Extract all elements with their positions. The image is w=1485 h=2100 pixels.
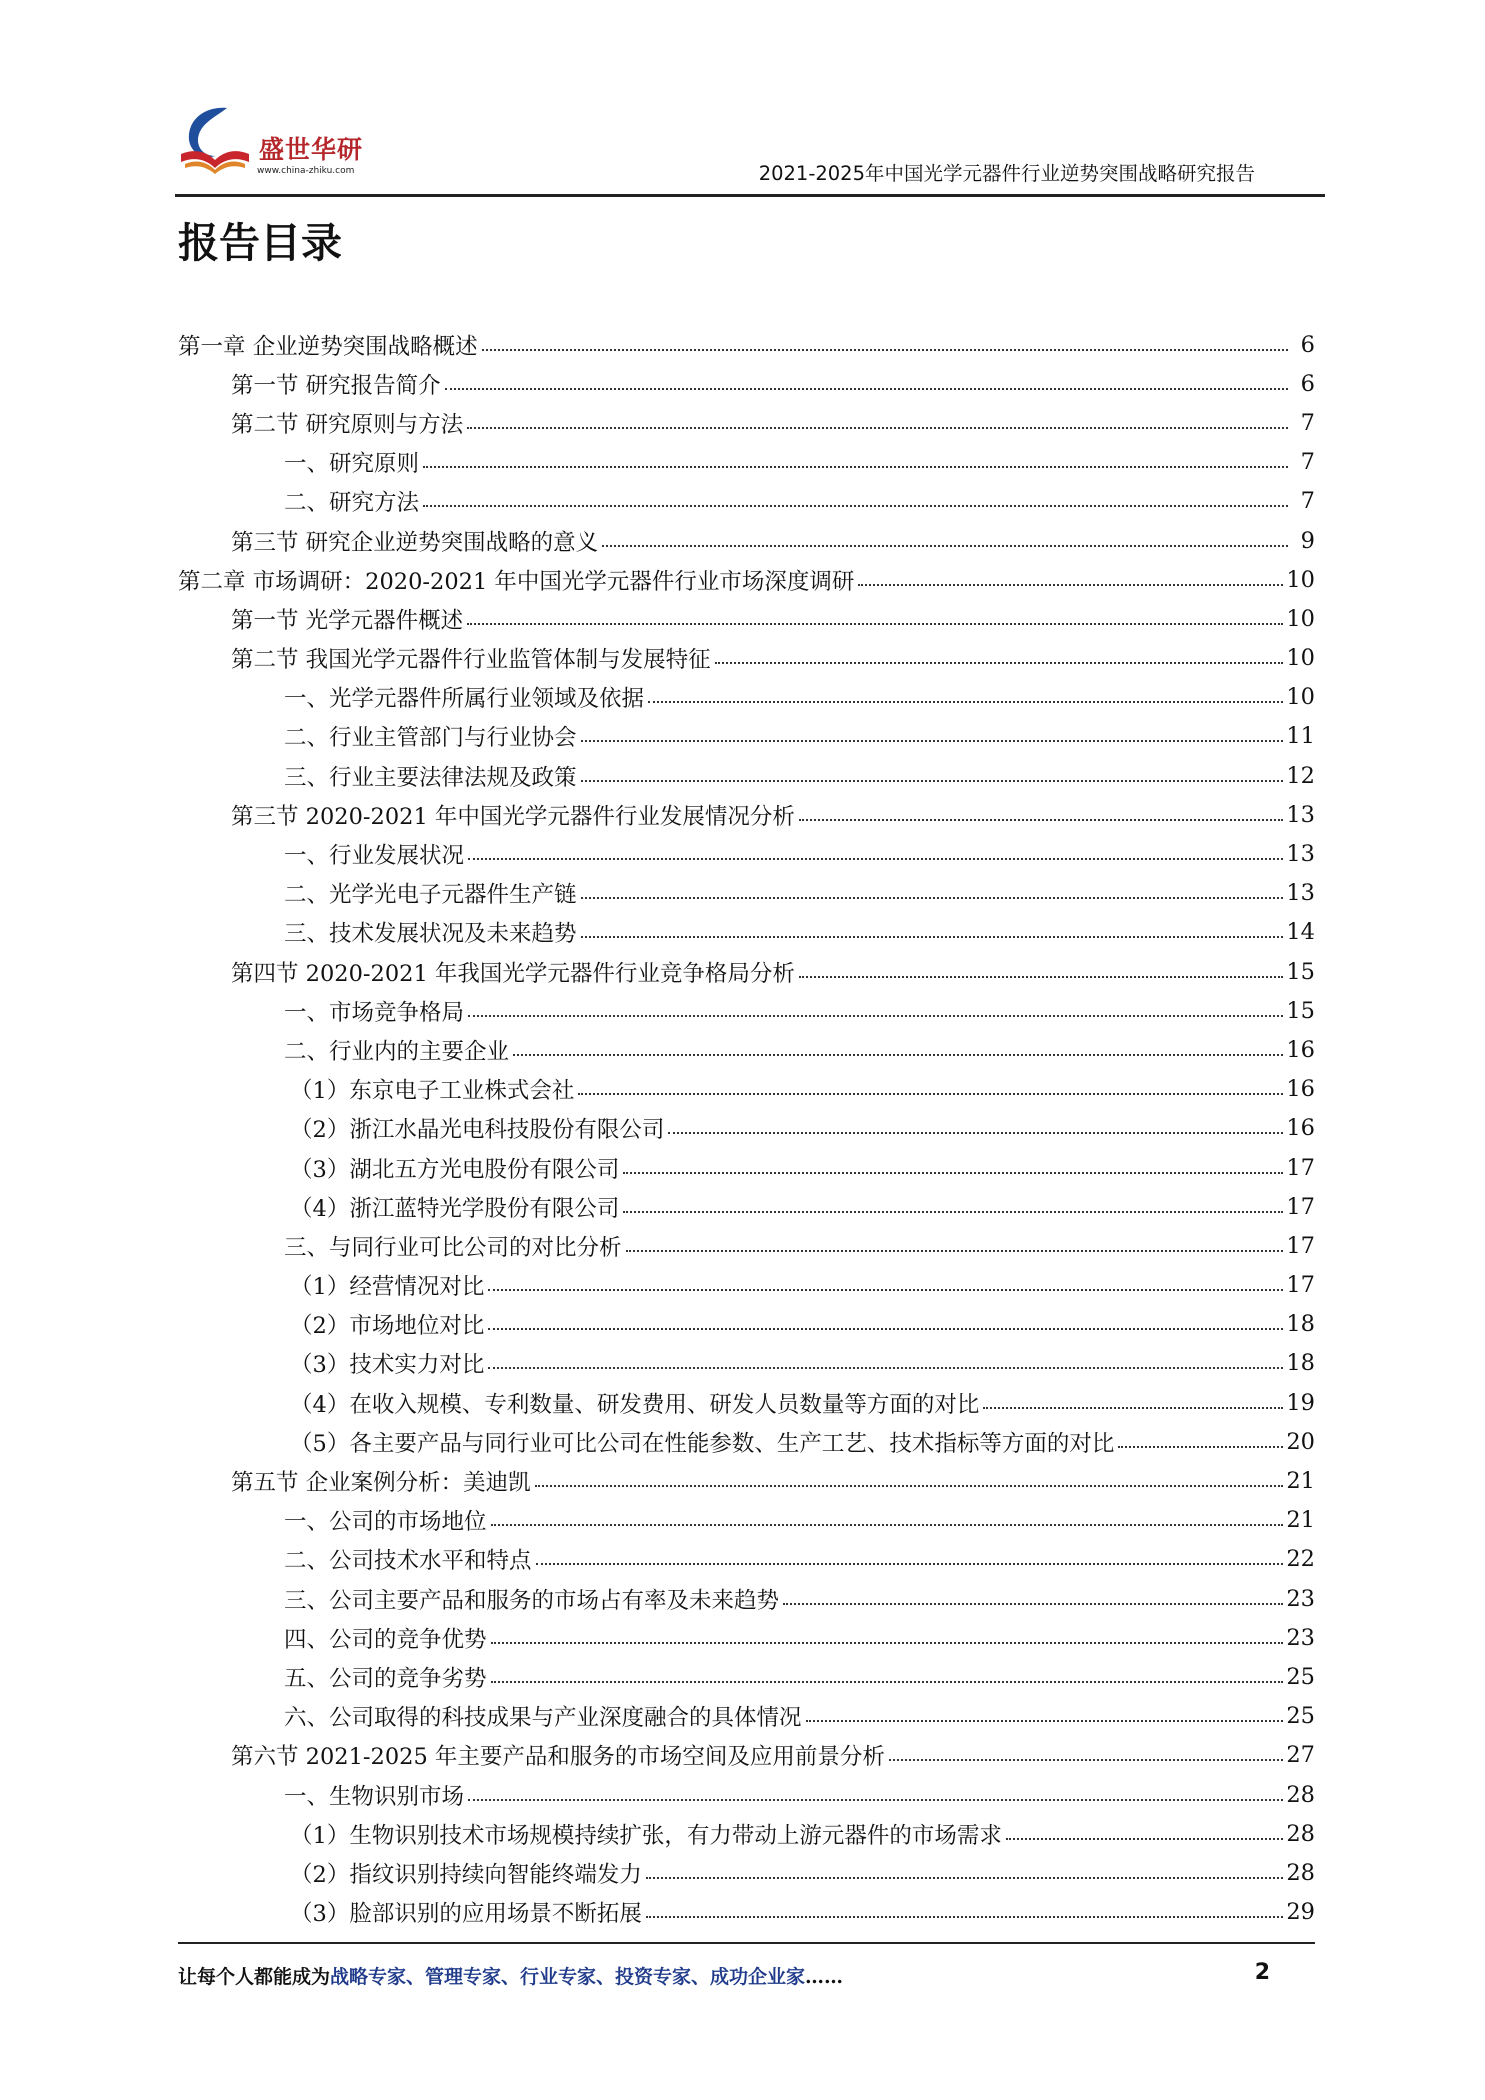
footer-slogan-suffix: …… bbox=[805, 1966, 844, 1988]
toc-leader-dots bbox=[602, 545, 1288, 547]
toc-entry-label: 第三节 2020-2021 年中国光学元器件行业发展情况分析 bbox=[231, 803, 795, 830]
toc-leader-dots bbox=[535, 1485, 1284, 1487]
toc-entry[interactable] bbox=[178, 1853, 1315, 1892]
toc-entry[interactable] bbox=[178, 560, 1315, 599]
toc-entry-label: 一、市场竞争格局 bbox=[284, 999, 465, 1026]
toc-entry[interactable] bbox=[178, 1736, 1315, 1775]
toc-entry-label: 二、行业内的主要企业 bbox=[284, 1038, 510, 1065]
toc-entry-label: 一、公司的市场地位 bbox=[284, 1509, 487, 1536]
toc-entry-label: （4）浙江蓝特光学股份有限公司 bbox=[290, 1195, 620, 1222]
toc-entry-label: 二、公司技术水平和特点 bbox=[284, 1548, 532, 1575]
toc-entry[interactable] bbox=[178, 1305, 1315, 1344]
toc-leader-dots bbox=[468, 858, 1283, 860]
toc-entry-label: 第一节 研究报告简介 bbox=[231, 372, 441, 399]
toc-entry-page: 20 bbox=[1286, 1428, 1315, 1455]
toc-entry-page: 7 bbox=[1300, 409, 1315, 436]
toc-entry-page: 6 bbox=[1300, 370, 1315, 397]
toc-entry-page: 17 bbox=[1286, 1272, 1315, 1299]
toc-entry-page: 18 bbox=[1286, 1311, 1315, 1338]
toc-entry[interactable] bbox=[178, 482, 1315, 521]
toc-entry-page: 22 bbox=[1286, 1546, 1315, 1573]
toc-entry-label: 二、研究方法 bbox=[284, 490, 420, 517]
toc-entry[interactable] bbox=[178, 1422, 1315, 1461]
toc-entry-label: （5）各主要产品与同行业可比公司在性能参数、生产工艺、技术指标等方面的对比 bbox=[290, 1430, 1115, 1457]
toc-leader-dots bbox=[578, 1093, 1283, 1095]
toc-entry-label: 第二节 研究原则与方法 bbox=[231, 411, 464, 438]
toc-entry[interactable] bbox=[178, 1814, 1315, 1853]
toc-leader-dots bbox=[581, 897, 1284, 899]
toc-entry[interactable] bbox=[178, 913, 1315, 952]
toc-entry[interactable] bbox=[178, 639, 1315, 678]
toc-entry-label: 三、行业主要法律法规及政策 bbox=[284, 764, 577, 791]
toc-entry[interactable] bbox=[178, 1148, 1315, 1187]
footer-slogan bbox=[178, 1962, 843, 1989]
report-title: 2021-2025年中国光学元器件行业逆势突围战略研究报告 bbox=[758, 162, 1255, 185]
toc-entry-label: 一、光学元器件所属行业领域及依据 bbox=[284, 686, 645, 713]
toc-entry-label: 一、行业发展状况 bbox=[284, 843, 465, 870]
toc-entry[interactable] bbox=[178, 1501, 1315, 1540]
toc-entry-page: 28 bbox=[1286, 1781, 1315, 1808]
toc-entry-page: 10 bbox=[1286, 684, 1315, 711]
toc-entry-label: 第二章 市场调研：2020-2021 年中国光学元器件行业市场深度调研 bbox=[178, 568, 855, 595]
toc-leader-dots bbox=[783, 1603, 1283, 1605]
page-header bbox=[175, 100, 1325, 200]
toc-entry[interactable] bbox=[178, 1893, 1315, 1932]
toc-leader-dots bbox=[581, 740, 1284, 742]
toc-leader-dots bbox=[799, 819, 1283, 821]
toc-entry[interactable] bbox=[178, 1187, 1315, 1226]
toc-entry[interactable] bbox=[178, 1697, 1315, 1736]
toc-entry-label: 第五节 企业案例分析：美迪凯 bbox=[231, 1470, 531, 1497]
toc-entry-label: （4）在收入规模、专利数量、研发费用、研发人员数量等方面的对比 bbox=[290, 1391, 980, 1418]
toc-entry-page: 10 bbox=[1286, 645, 1315, 672]
toc-entry-label: 第二节 我国光学元器件行业监管体制与发展特征 bbox=[231, 647, 711, 674]
toc-entry-page: 23 bbox=[1286, 1624, 1315, 1651]
toc-entry[interactable] bbox=[178, 1226, 1315, 1265]
toc-leader-dots bbox=[646, 1877, 1284, 1879]
toc-entry-label: 三、技术发展状况及未来趋势 bbox=[284, 921, 577, 948]
toc-entry[interactable] bbox=[178, 717, 1315, 756]
toc-entry-page: 16 bbox=[1286, 1036, 1315, 1063]
toc-entry[interactable] bbox=[178, 1070, 1315, 1109]
toc-leader-dots bbox=[488, 1328, 1283, 1330]
toc-entry-label: （1）东京电子工业株式会社 bbox=[290, 1078, 575, 1105]
toc-leader-dots bbox=[482, 349, 1288, 351]
toc-entry-page: 18 bbox=[1286, 1350, 1315, 1377]
toc-leader-dots bbox=[889, 1759, 1283, 1761]
toc-leader-dots bbox=[488, 1367, 1283, 1369]
toc-leader-dots bbox=[468, 1015, 1283, 1017]
toc-entry-page: 17 bbox=[1286, 1232, 1315, 1259]
toc-entry-page: 9 bbox=[1300, 527, 1315, 554]
toc-entry-label: 第一章 企业逆势突围战略概述 bbox=[178, 333, 478, 360]
toc-entry-label: 一、研究原则 bbox=[284, 451, 420, 478]
logo-name: 盛世华研 bbox=[259, 135, 364, 164]
toc-entry-page: 17 bbox=[1286, 1154, 1315, 1181]
toc-entry[interactable] bbox=[178, 1383, 1315, 1422]
toc-entry-page: 27 bbox=[1286, 1742, 1315, 1769]
toc-leader-dots bbox=[488, 1289, 1283, 1291]
toc-entry[interactable] bbox=[178, 364, 1315, 403]
toc-entry-page: 13 bbox=[1286, 880, 1315, 907]
toc-leader-dots bbox=[423, 466, 1288, 468]
toc-entry-label: 第六节 2021-2025 年主要产品和服务的市场空间及应用前景分析 bbox=[231, 1744, 885, 1771]
toc-entry[interactable] bbox=[178, 795, 1315, 834]
toc-leader-dots bbox=[491, 1524, 1284, 1526]
toc-entry-label: （2）浙江水晶光电科技股份有限公司 bbox=[290, 1117, 665, 1144]
toc-entry-label: （3）湖北五方光电股份有限公司 bbox=[290, 1156, 620, 1183]
toc-entry-label: 五、公司的竞争劣势 bbox=[284, 1665, 487, 1692]
toc-entry[interactable] bbox=[178, 325, 1315, 364]
page-number: 2 bbox=[1254, 1960, 1270, 1985]
toc-entry[interactable] bbox=[178, 1030, 1315, 1069]
toc-leader-dots bbox=[445, 388, 1288, 390]
toc-entry-page: 7 bbox=[1300, 488, 1315, 515]
toc-entry-label: （3）技术实力对比 bbox=[290, 1352, 485, 1379]
toc-leader-dots bbox=[1118, 1446, 1283, 1448]
toc-entry-page: 17 bbox=[1286, 1193, 1315, 1220]
toc-leader-dots bbox=[806, 1720, 1284, 1722]
toc-leader-dots bbox=[858, 584, 1283, 586]
toc-entry-label: （2）市场地位对比 bbox=[290, 1313, 485, 1340]
toc-leader-dots bbox=[491, 1681, 1284, 1683]
logo-book-icon bbox=[175, 102, 255, 182]
toc-entry[interactable] bbox=[178, 991, 1315, 1030]
toc-entry-page: 28 bbox=[1286, 1859, 1315, 1886]
toc-entry[interactable] bbox=[178, 1461, 1315, 1500]
toc-entry-label: 第三节 研究企业逆势突围战略的意义 bbox=[231, 529, 599, 556]
toc-leader-dots bbox=[423, 505, 1288, 507]
toc-entry[interactable] bbox=[178, 443, 1315, 482]
toc-entry-label: （2）指纹识别持续向智能终端发力 bbox=[290, 1861, 642, 1888]
toc-entry-label: （1）经营情况对比 bbox=[290, 1274, 485, 1301]
toc-entry-page: 25 bbox=[1286, 1703, 1315, 1730]
toc-leader-dots bbox=[799, 976, 1283, 978]
toc-leader-dots bbox=[623, 1172, 1283, 1174]
toc-entry[interactable] bbox=[178, 1775, 1315, 1814]
company-logo bbox=[175, 100, 405, 190]
footer-slogan-highlight: 战略专家、管理专家、行业专家、投资专家、成功企业家 bbox=[330, 1966, 806, 1988]
toc-entry[interactable] bbox=[178, 599, 1315, 638]
toc-leader-dots bbox=[468, 1799, 1283, 1801]
toc-entry[interactable] bbox=[178, 403, 1315, 442]
toc-entry[interactable] bbox=[178, 874, 1315, 913]
toc-entry[interactable] bbox=[178, 1618, 1315, 1657]
toc-leader-dots bbox=[467, 427, 1288, 429]
toc-entry-page: 25 bbox=[1286, 1663, 1315, 1690]
footer-slogan-prefix: 让每个人都能成为 bbox=[178, 1966, 331, 1988]
toc-entry-page: 6 bbox=[1300, 331, 1315, 358]
toc-entry[interactable] bbox=[178, 1266, 1315, 1305]
toc-entry-page: 16 bbox=[1286, 1115, 1315, 1142]
toc-leader-dots bbox=[668, 1132, 1283, 1134]
toc-leader-dots bbox=[626, 1250, 1284, 1252]
toc-leader-dots bbox=[491, 1642, 1284, 1644]
toc-entry-page: 19 bbox=[1286, 1389, 1315, 1416]
toc-entry-label: 二、光学光电子元器件生产链 bbox=[284, 882, 577, 909]
logo-url: www.china-zhiku.com bbox=[257, 166, 355, 176]
toc-leader-dots bbox=[648, 701, 1283, 703]
toc-entry-page: 13 bbox=[1286, 801, 1315, 828]
toc-leader-dots bbox=[581, 936, 1284, 938]
toc-entry-page: 28 bbox=[1286, 1820, 1315, 1847]
header-divider bbox=[175, 194, 1325, 197]
toc-entry-label: 三、与同行业可比公司的对比分析 bbox=[284, 1234, 622, 1261]
toc-entry-label: 第一节 光学元器件概述 bbox=[231, 607, 464, 634]
toc-entry-page: 7 bbox=[1300, 449, 1315, 476]
toc-entry[interactable] bbox=[178, 952, 1315, 991]
toc-leader-dots bbox=[1006, 1838, 1284, 1840]
table-of-contents bbox=[178, 325, 1315, 1932]
toc-entry[interactable] bbox=[178, 678, 1315, 717]
toc-entry[interactable] bbox=[178, 521, 1315, 560]
toc-entry[interactable] bbox=[178, 1657, 1315, 1696]
toc-entry-page: 15 bbox=[1286, 958, 1315, 985]
toc-leader-dots bbox=[715, 662, 1284, 664]
toc-leader-dots bbox=[467, 623, 1283, 625]
toc-entry-page: 10 bbox=[1286, 605, 1315, 632]
toc-leader-dots bbox=[623, 1211, 1283, 1213]
footer-divider bbox=[178, 1942, 1315, 1944]
toc-entry[interactable] bbox=[178, 834, 1315, 873]
toc-entry-label: 三、公司主要产品和服务的市场占有率及未来趋势 bbox=[284, 1587, 780, 1614]
toc-entry-page: 12 bbox=[1286, 762, 1315, 789]
toc-entry[interactable] bbox=[178, 1344, 1315, 1383]
toc-entry-label: 六、公司取得的科技成果与产业深度融合的具体情况 bbox=[284, 1705, 802, 1732]
toc-leader-dots bbox=[983, 1407, 1283, 1409]
toc-entry-page: 10 bbox=[1286, 566, 1315, 593]
toc-entry-page: 15 bbox=[1286, 997, 1315, 1024]
toc-leader-dots bbox=[536, 1563, 1284, 1565]
toc-entry-page: 21 bbox=[1286, 1507, 1315, 1534]
toc-entry-page: 13 bbox=[1286, 841, 1315, 868]
toc-entry-page: 29 bbox=[1286, 1899, 1315, 1926]
toc-entry[interactable] bbox=[178, 1540, 1315, 1579]
toc-leader-dots bbox=[646, 1916, 1284, 1918]
toc-entry[interactable] bbox=[178, 1579, 1315, 1618]
page-title: 报告目录 bbox=[178, 219, 342, 267]
toc-entry-label: 一、生物识别市场 bbox=[284, 1783, 465, 1810]
toc-entry-label: （3）脸部识别的应用场景不断拓展 bbox=[290, 1901, 642, 1928]
toc-entry[interactable] bbox=[178, 1109, 1315, 1148]
toc-entry-page: 14 bbox=[1286, 919, 1315, 946]
toc-entry-page: 11 bbox=[1286, 723, 1315, 750]
toc-entry-label: 四、公司的竞争优势 bbox=[284, 1626, 487, 1653]
toc-entry[interactable] bbox=[178, 756, 1315, 795]
toc-entry-label: 二、行业主管部门与行业协会 bbox=[284, 725, 577, 752]
toc-entry-label: 第四节 2020-2021 年我国光学元器件行业竞争格局分析 bbox=[231, 960, 795, 987]
toc-entry-page: 21 bbox=[1286, 1468, 1315, 1495]
toc-entry-label: （1）生物识别技术市场规模持续扩张，有力带动上游元器件的市场需求 bbox=[290, 1822, 1002, 1849]
toc-entry-page: 16 bbox=[1286, 1076, 1315, 1103]
toc-leader-dots bbox=[513, 1054, 1283, 1056]
toc-leader-dots bbox=[581, 780, 1284, 782]
toc-entry-page: 23 bbox=[1286, 1585, 1315, 1612]
